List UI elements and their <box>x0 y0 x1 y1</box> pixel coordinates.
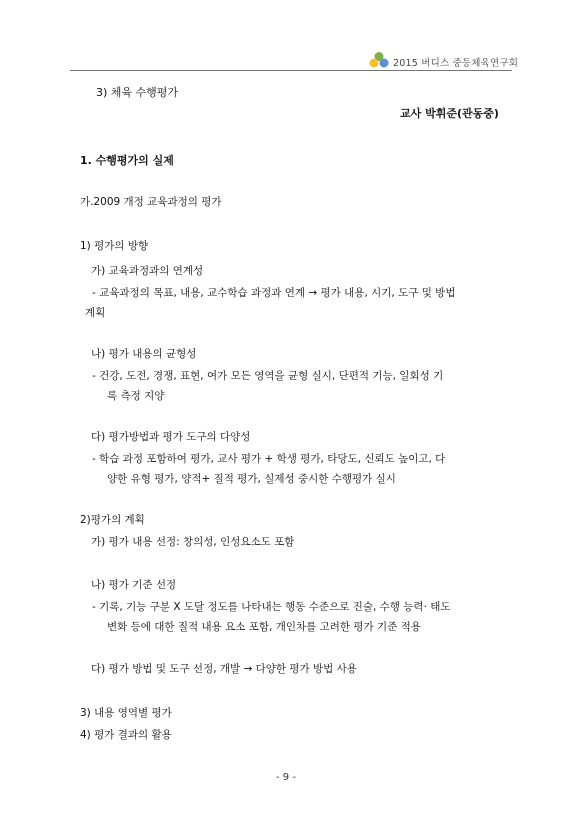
body-line: 양한 유형 평가, 양적+ 질적 평가, 실제성 중시한 수행평가 실시 <box>107 473 396 485</box>
item-heading-1: 1) 평가의 방향 <box>80 240 149 252</box>
header-title: 2015 버디스 중등체육연구회 <box>393 58 519 69</box>
section-heading: 1. 수행평가의 실제 <box>80 154 174 167</box>
subitem-heading: 다) 평가 방법 및 도구 선정, 개발 → 다양한 평가 방법 사용 <box>91 663 357 675</box>
subitem-heading: 가) 평가 내용 선정: 창의성, 인성요소도 포함 <box>91 536 295 548</box>
header-divider <box>70 70 512 71</box>
body-line: - 학습 과정 포함하여 평가, 교사 평가 + 학생 평가, 타당도, 신뢰도 높이고, 다 <box>92 453 446 465</box>
subitem-heading: 다) 평가방법과 평가 도구의 다양성 <box>91 431 251 443</box>
subitem-heading: 나) 평가 내용의 균형성 <box>91 348 197 360</box>
subitem-heading: 가) 교육과정과의 연계성 <box>91 265 204 277</box>
body-line: - 기록, 기능 구분 X 도달 정도를 나타내는 행동 수준으로 진술, 수행 능력· 태도 <box>92 601 451 613</box>
subject-title: 3) 체육 수행평가 <box>96 86 179 99</box>
body-line: - 건강, 도전, 경쟁, 표현, 여가 모든 영역을 균형 실시, 단편적 기능, 일회성 기 <box>92 370 444 382</box>
body-line: 계획 <box>85 307 106 319</box>
body-line: - 교육과정의 목표, 내용, 교수학습 과정과 연계 → 평가 내용, 시기, 도구 및 방법 <box>92 287 456 299</box>
body-line: 변화 등에 대한 질적 내용 요소 포함, 개인차를 고려한 평가 기준 적용 <box>107 621 421 633</box>
subsection-heading: 가.2009 개정 교육과정의 평가 <box>80 196 222 208</box>
subitem-heading: 나) 평가 기준 선정 <box>91 579 177 591</box>
item-heading-2: 2)평가의 계획 <box>80 514 145 526</box>
body-line: 록 측정 지양 <box>107 390 165 402</box>
page-number: - 9 - <box>276 772 296 783</box>
author-line: 교사 박휘준(관동중) <box>400 107 499 120</box>
item-heading-4: 4) 평가 결과의 활용 <box>80 729 172 741</box>
club-logo-icon <box>369 51 389 69</box>
item-heading-3: 3) 내용 영역별 평가 <box>80 707 172 719</box>
